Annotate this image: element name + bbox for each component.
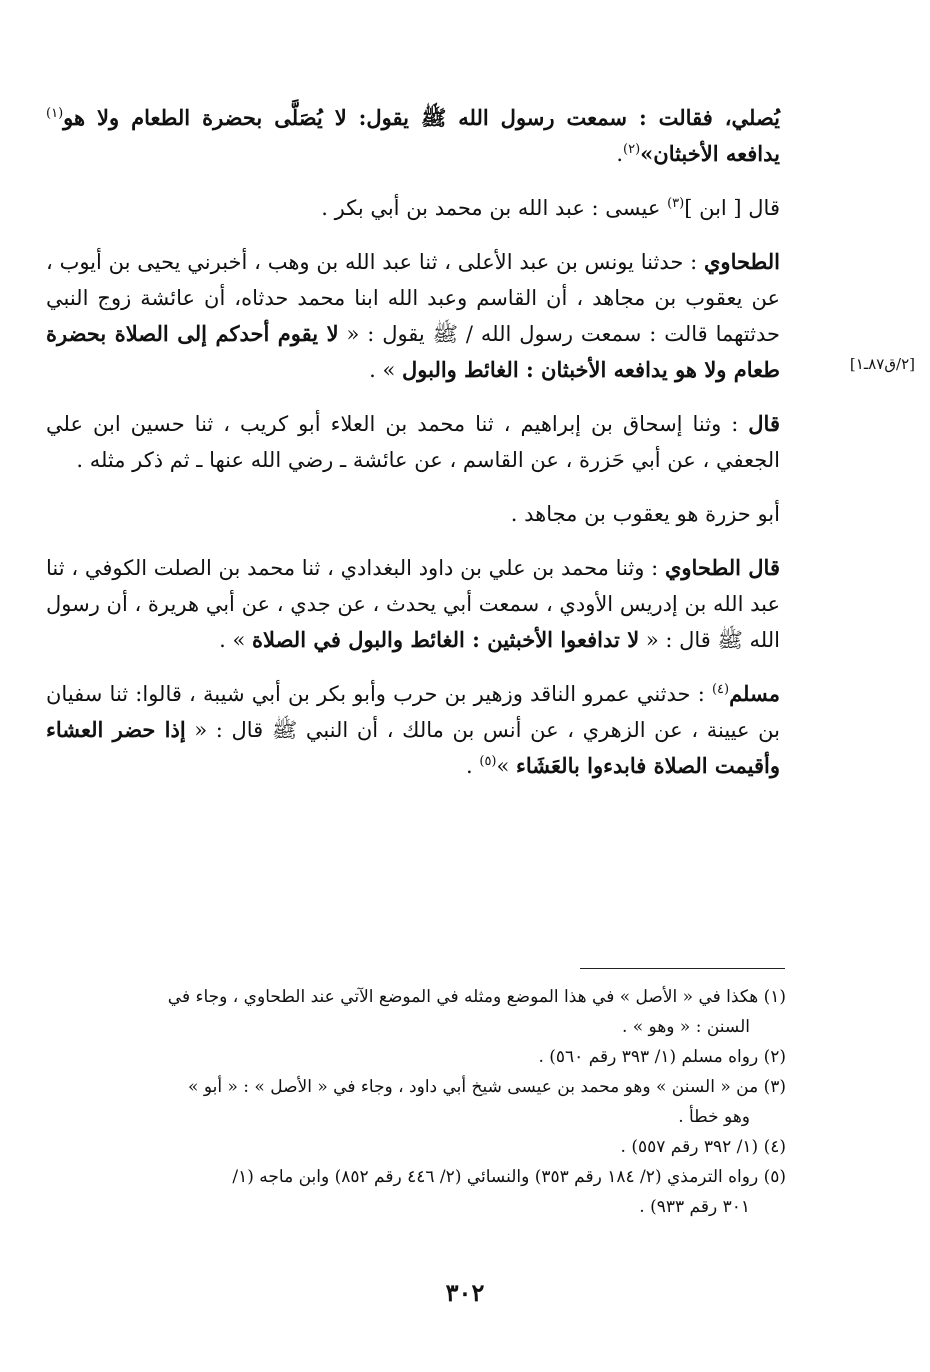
paragraph-3 xyxy=(46,244,780,388)
footnote-ref-3: (٣) xyxy=(667,196,685,211)
paragraph-4 xyxy=(46,406,780,478)
hadith-text-3: إذا حضر العشاء وأقيمت الصلاة فابدءوا بالعَشَاء xyxy=(46,717,780,778)
footnote-3-cont: وهو خطأ . xyxy=(678,1107,750,1127)
paragraph-5 xyxy=(46,496,780,532)
paragraph-2-start: قال [ ابن ] xyxy=(684,196,780,220)
paragraph-7-lead: مسلم xyxy=(729,681,780,706)
footnote-1-text: (١) هكذا في « الأصل » في هذا الموضع ومثله في الموضع الآتي عند الطحاوي ، وجاء في xyxy=(167,987,786,1007)
paragraph-5-text: أبو حزرة هو يعقوب بن مجاهد . xyxy=(510,502,780,526)
footnote-3-text: (٣) من « السنن » وهو محمد بن عيسى شيخ أبي داود ، وجاء في « الأصل » : « أبو » xyxy=(188,1077,786,1097)
footnote-ref-5: (٥) xyxy=(479,754,497,769)
page-number: ٣٠٢ xyxy=(445,1278,485,1307)
footnote-2 xyxy=(46,1042,786,1072)
paragraph-3-text: : حدثنا يونس بن عبد الأعلى ، ثنا عبد الله بن وهب ، أخبرني يحيى بن أيوب ، عن يعقوب بن مجاهد ، أن القاسم وعبد الله ابنا محمد حدثاه، أن عائشة زوج النبي حدثتهما قالت : سمعت رسول الله / ﷺ يقول : « xyxy=(46,250,780,346)
paragraph-1 xyxy=(46,100,780,172)
footnote-separator xyxy=(580,968,785,969)
main-text xyxy=(46,100,780,784)
paragraph-7-end: » xyxy=(496,754,517,778)
paragraph-1-period: . xyxy=(616,142,623,166)
paragraph-6-end: » . xyxy=(219,628,253,652)
hadith-text-2: لا تدافعوا الأخبثين : الغائط والبول في الصلاة xyxy=(252,627,640,652)
footnote-5 xyxy=(46,1162,786,1222)
footnote-1 xyxy=(46,982,786,1042)
paragraph-7-period: . xyxy=(466,754,480,778)
paragraph-3-lead: الطحاوي xyxy=(704,249,780,274)
footnote-ref-4: (٤) xyxy=(711,682,730,697)
footnote-4 xyxy=(46,1132,786,1162)
paragraph-1-text-end: يدافعه الأخبثان» xyxy=(640,141,780,166)
footnotes xyxy=(46,982,786,1222)
paragraph-1-text: يُصلي، فقالت : سمعت رسول الله ﷺ يقول: لا يُصَلَّى بحضرة الطعام ولا هو xyxy=(63,105,780,130)
paragraph-7-text: : حدثني عمرو الناقد وزهير بن حرب وأبو بكر بن أبي شيبة ، قالوا: ثنا سفيان بن عيينة ، عن الزهري ، عن أنس بن مالك ، أن النبي ﷺ قال : « xyxy=(46,682,780,742)
footnote-5-text: (٥) رواه الترمذي (٢/ ١٨٤ رقم ٣٥٣) والنسائي (٢/ ٤٤٦ رقم ٨٥٢) وابن ماجه (١/ xyxy=(232,1167,786,1187)
manuscript-folio-note: [٢/ق٨٧ـ١] xyxy=(849,355,915,373)
paragraph-6-lead: قال الطحاوي xyxy=(664,555,780,580)
footnote-ref-2: (٢) xyxy=(623,142,641,157)
footnote-ref-1: (١) xyxy=(46,106,64,121)
footnote-5-cont: ٣٠١ رقم ٩٣٣) . xyxy=(639,1197,750,1217)
paragraph-6-text: : وثنا محمد بن علي بن داود البغدادي ، ثنا محمد بن الصلت الكوفي ، ثنا عبد الله بن إدريس الأودي ، سمعت أبي يحدث ، عن جدي ، عن أبي هريرة ، أن رسول الله ﷺ قال : « xyxy=(46,556,780,652)
footnote-3 xyxy=(46,1072,786,1132)
footnote-2-text: (٢) رواه مسلم (١/ ٣٩٣ رقم ٥٦٠) . xyxy=(538,1047,786,1067)
hadith-text-1: لا يقوم أحدكم إلى الصلاة بحضرة طعام ولا هو يدافعه الأخبثان : الغائط والبول xyxy=(46,321,780,382)
paragraph-2-end: عيسى : عبد الله بن محمد بن أبي بكر . xyxy=(321,196,668,220)
paragraph-3-end: » . xyxy=(369,358,402,382)
footnote-4-text: (٤) (١/ ٣٩٢ رقم ٥٥٧) . xyxy=(620,1137,786,1157)
paragraph-2 xyxy=(46,190,780,226)
paragraph-4-lead: قال xyxy=(748,411,780,436)
paragraph-6 xyxy=(46,550,780,658)
footnote-1-cont: السنن : « وهو » . xyxy=(621,1017,750,1037)
paragraph-7 xyxy=(46,676,780,784)
paragraph-4-text: : وثنا إسحاق بن إبراهيم ، ثنا محمد بن العلاء أبو كريب ، ثنا حسين ابن علي الجعفي ، عن أبي حَزرة ، عن القاسم ، عن عائشة ـ رضي الله عنها ـ ثم ذكر مثله . xyxy=(46,412,780,472)
